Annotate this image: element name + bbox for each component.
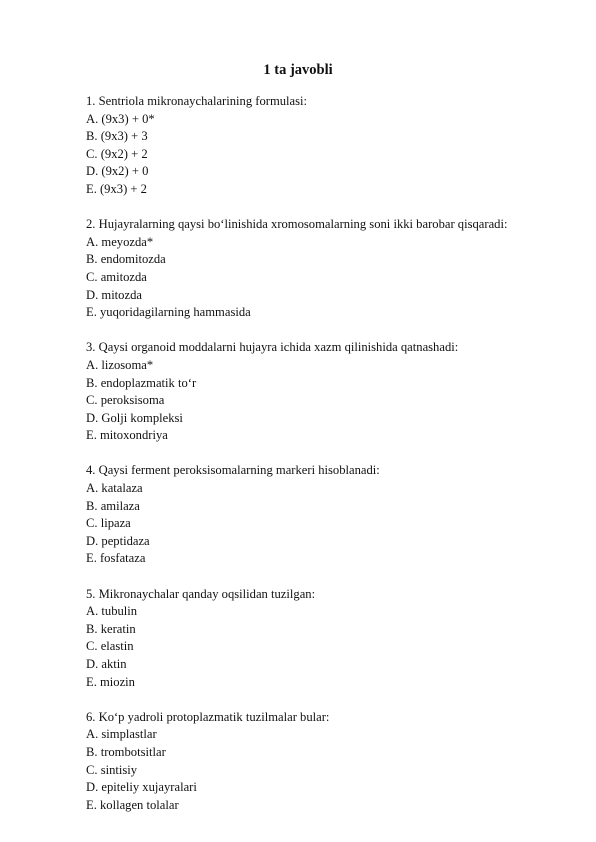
answer-option: C. (9x2) + 2 bbox=[86, 146, 148, 161]
question-text: 1. Sentriola mikronaychalarining formulasi: bbox=[86, 94, 308, 108]
answer-option: A. simplastlar bbox=[86, 727, 157, 742]
answer-option: D. (9x2) + 0 bbox=[86, 164, 149, 179]
answer-option: C. sintisiy bbox=[86, 762, 138, 777]
answer-option: A. meyozda* bbox=[86, 234, 154, 249]
question-text: 4. Qaysi ferment peroksisomalarning markeri hisoblanadi: bbox=[86, 463, 380, 478]
question-text: 5. Mikronaychalar qanday oqsilidan tuzilgan: bbox=[86, 586, 316, 601]
answer-option: D. mitozda bbox=[86, 287, 142, 302]
answer-option: B. endoplazmatik to‘r bbox=[86, 375, 197, 390]
question-text: 2. Hujayralarning qaysi bo‘linishida xromosomalarning soni ikki barobar qisqaradi: bbox=[86, 217, 508, 232]
answer-option: E. yuqoridagilarning hammasida bbox=[86, 305, 251, 320]
answer-option: C. peroksisoma bbox=[86, 393, 165, 408]
answer-option: E. fosfataza bbox=[86, 551, 146, 566]
answer-option: D. peptidaza bbox=[86, 533, 150, 548]
answer-option: E. mitoxondriya bbox=[86, 428, 168, 443]
answer-option: C. amitozda bbox=[86, 269, 147, 284]
question-4 bbox=[86, 462, 526, 568]
answer-option: E. miozin bbox=[86, 674, 135, 689]
answer-option: C. lipaza bbox=[86, 516, 131, 531]
answer-option: A. (9x3) + 0* bbox=[86, 111, 155, 126]
question-3 bbox=[86, 339, 526, 445]
answer-option: A. lizosoma* bbox=[86, 357, 154, 372]
question-text: 3. Qaysi organoid moddalarni hujayra ichida xazm qilinishida qatnashadi: bbox=[86, 340, 459, 355]
answer-option: A. tubulin bbox=[86, 604, 138, 619]
answer-option: D. Golji kompleksi bbox=[86, 410, 183, 425]
question-1 bbox=[86, 93, 526, 199]
answer-option: A. katalaza bbox=[86, 481, 143, 496]
answer-option: B. trombotsitlar bbox=[86, 744, 166, 759]
answer-option: D. aktin bbox=[86, 657, 127, 671]
question-text: 6. Ko‘p yadroli protoplazmatik tuzilmalar bular: bbox=[86, 709, 330, 724]
answer-option: E. kollagen tolalar bbox=[86, 797, 179, 812]
page-title: 1 ta javobli bbox=[263, 62, 333, 78]
answer-option: B. endomitozda bbox=[86, 252, 166, 267]
question-list bbox=[86, 93, 526, 832]
answer-option: C. elastin bbox=[86, 639, 134, 654]
answer-option: E. (9x3) + 2 bbox=[86, 181, 147, 196]
answer-option: B. (9x3) + 3 bbox=[86, 129, 148, 144]
answer-option: D. epiteliy xujayralari bbox=[86, 780, 197, 795]
question-5 bbox=[86, 586, 526, 692]
answer-option: B. amilaza bbox=[86, 498, 140, 513]
question-6 bbox=[86, 709, 526, 815]
question-2 bbox=[86, 216, 526, 322]
answer-option: B. keratin bbox=[86, 621, 136, 636]
